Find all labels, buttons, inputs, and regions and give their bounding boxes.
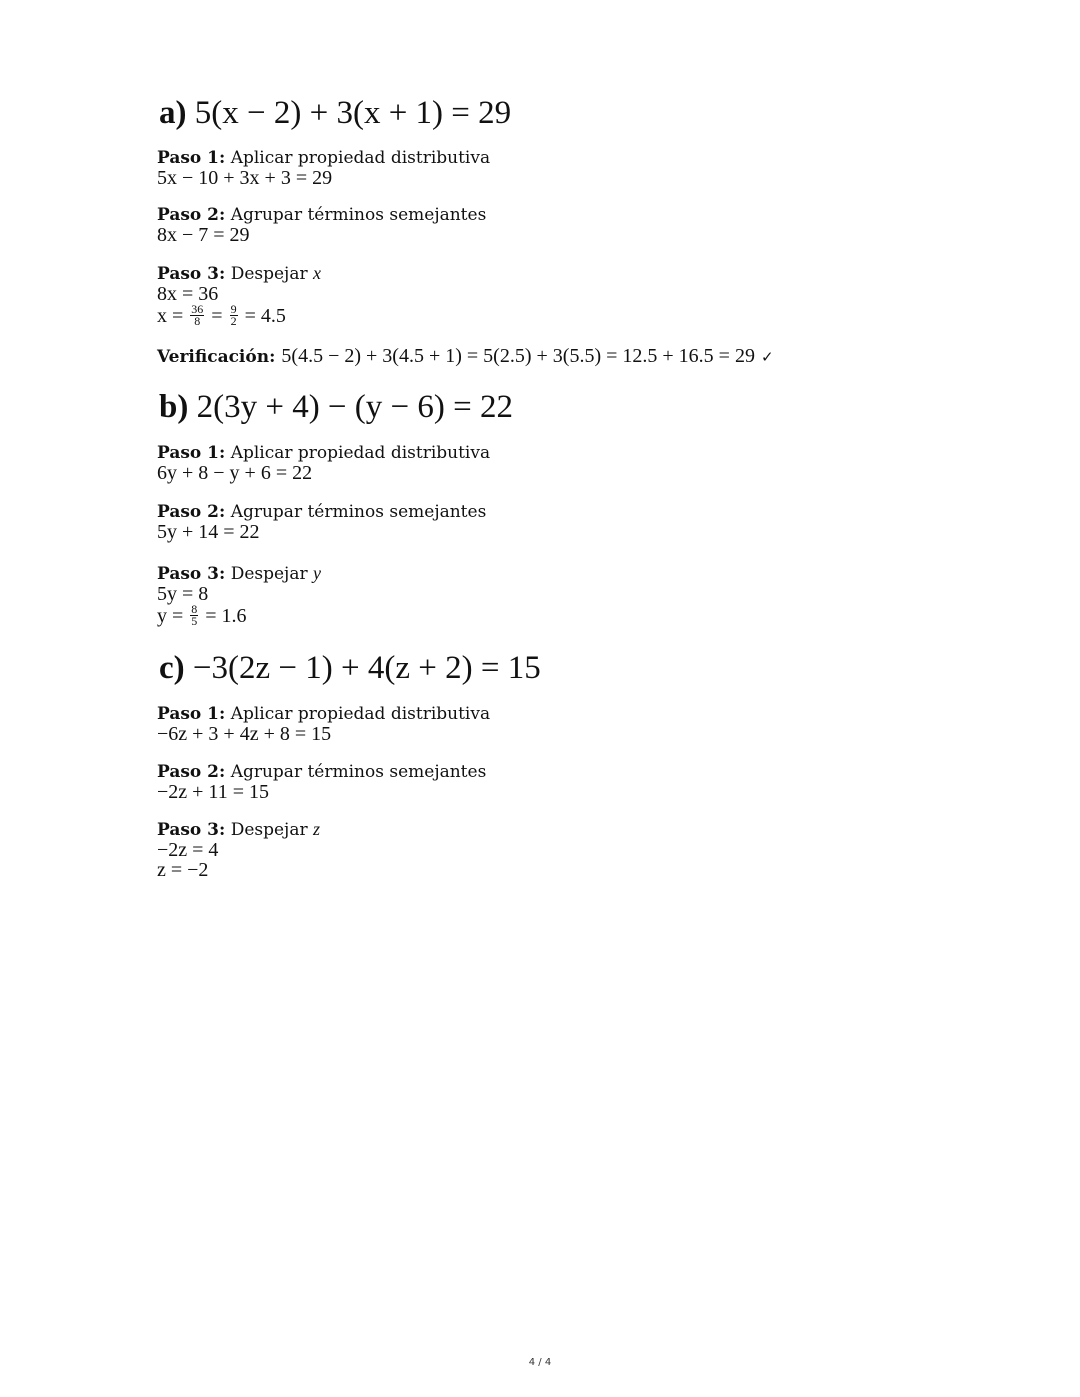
problem-b-step-3 bbox=[157, 563, 321, 629]
equals-sign: = bbox=[211, 305, 223, 328]
problem-c-step-3 bbox=[157, 819, 320, 880]
fraction bbox=[230, 304, 238, 327]
verification-line bbox=[157, 345, 774, 368]
math-line: 8x − 7 = 29 bbox=[157, 224, 250, 246]
math-line: −2z = 4 bbox=[157, 839, 219, 861]
problem-b-title bbox=[159, 387, 513, 427]
step-description: Despejar bbox=[230, 564, 308, 584]
step-label: Paso 3: bbox=[157, 264, 226, 284]
step-variable: z bbox=[312, 819, 320, 839]
fraction-denominator: 5 bbox=[191, 614, 198, 628]
fraction-lhs: x = bbox=[157, 305, 184, 328]
step-label: Paso 1: bbox=[157, 443, 226, 463]
step-label: Paso 3: bbox=[157, 820, 226, 840]
problem-equation: −3(2z − 1) + 4(z + 2) = 15 bbox=[192, 650, 541, 686]
fraction-rhs: = 4.5 bbox=[244, 305, 286, 328]
problem-b-step-1 bbox=[157, 443, 490, 483]
problem-c-title bbox=[159, 648, 541, 688]
problem-a-step-1 bbox=[157, 148, 490, 188]
fraction bbox=[190, 604, 198, 627]
step-description: Aplicar propiedad distributiva bbox=[230, 148, 491, 168]
problem-label: b) bbox=[159, 389, 189, 425]
problem-a-step-3 bbox=[157, 263, 321, 329]
fraction-numerator: 36 bbox=[191, 302, 204, 316]
page-number: 4 / 4 bbox=[528, 1357, 552, 1368]
step-description: Agrupar términos semejantes bbox=[230, 205, 487, 225]
math-line: 8x = 36 bbox=[157, 283, 219, 305]
fraction-denominator: 2 bbox=[230, 314, 237, 328]
problem-label: a) bbox=[159, 95, 187, 131]
fraction-denominator: 8 bbox=[194, 314, 201, 328]
step-description: Aplicar propiedad distributiva bbox=[230, 443, 491, 463]
step-label: Paso 2: bbox=[157, 205, 226, 225]
problem-equation: 5(x − 2) + 3(x + 1) = 29 bbox=[194, 95, 512, 131]
math-line: z = −2 bbox=[157, 859, 209, 881]
problem-a-title bbox=[159, 93, 511, 133]
problem-c-step-1 bbox=[157, 704, 490, 744]
fraction-numerator: 9 bbox=[230, 302, 237, 316]
problem-a-step-2 bbox=[157, 205, 486, 245]
math-line: 6y + 8 − y + 6 = 22 bbox=[157, 462, 313, 484]
fraction-lhs: y = bbox=[157, 605, 184, 628]
problem-equation: 2(3y + 4) − (y − 6) = 22 bbox=[196, 389, 513, 425]
verification-label: Verificación: bbox=[157, 347, 276, 367]
step-label: Paso 2: bbox=[157, 502, 226, 522]
step-label: Paso 3: bbox=[157, 564, 226, 584]
fraction-numerator: 8 bbox=[191, 602, 198, 616]
step-variable: x bbox=[312, 263, 321, 283]
step-description: Agrupar términos semejantes bbox=[230, 502, 487, 522]
problem-b-step-2 bbox=[157, 502, 486, 542]
step-description: Agrupar términos semejantes bbox=[230, 762, 487, 782]
step-description: Despejar bbox=[230, 820, 308, 840]
fraction bbox=[190, 304, 204, 327]
math-line: 5y + 14 = 22 bbox=[157, 521, 260, 543]
fraction-rhs: = 1.6 bbox=[205, 605, 247, 628]
step-label: Paso 2: bbox=[157, 762, 226, 782]
step-description: Aplicar propiedad distributiva bbox=[230, 704, 491, 724]
checkmark-icon: ✓ bbox=[760, 348, 774, 366]
step-label: Paso 1: bbox=[157, 704, 226, 724]
problem-label: c) bbox=[159, 650, 185, 686]
math-line: −6z + 3 + 4z + 8 = 15 bbox=[157, 723, 332, 745]
step-description: Despejar bbox=[230, 264, 308, 284]
verification-expression: 5(4.5 − 2) + 3(4.5 + 1) = 5(2.5) + 3(5.5) = 12.5 + 16.5 = 29 bbox=[281, 345, 755, 367]
step-label: Paso 1: bbox=[157, 148, 226, 168]
math-line: −2z + 11 = 15 bbox=[157, 781, 269, 803]
math-line: 5x − 10 + 3x + 3 = 29 bbox=[157, 167, 333, 189]
fraction-line bbox=[157, 602, 321, 629]
step-variable: y bbox=[312, 563, 321, 583]
problem-c-step-2 bbox=[157, 762, 486, 802]
fraction-line bbox=[157, 302, 321, 329]
math-line: 5y = 8 bbox=[157, 583, 209, 605]
